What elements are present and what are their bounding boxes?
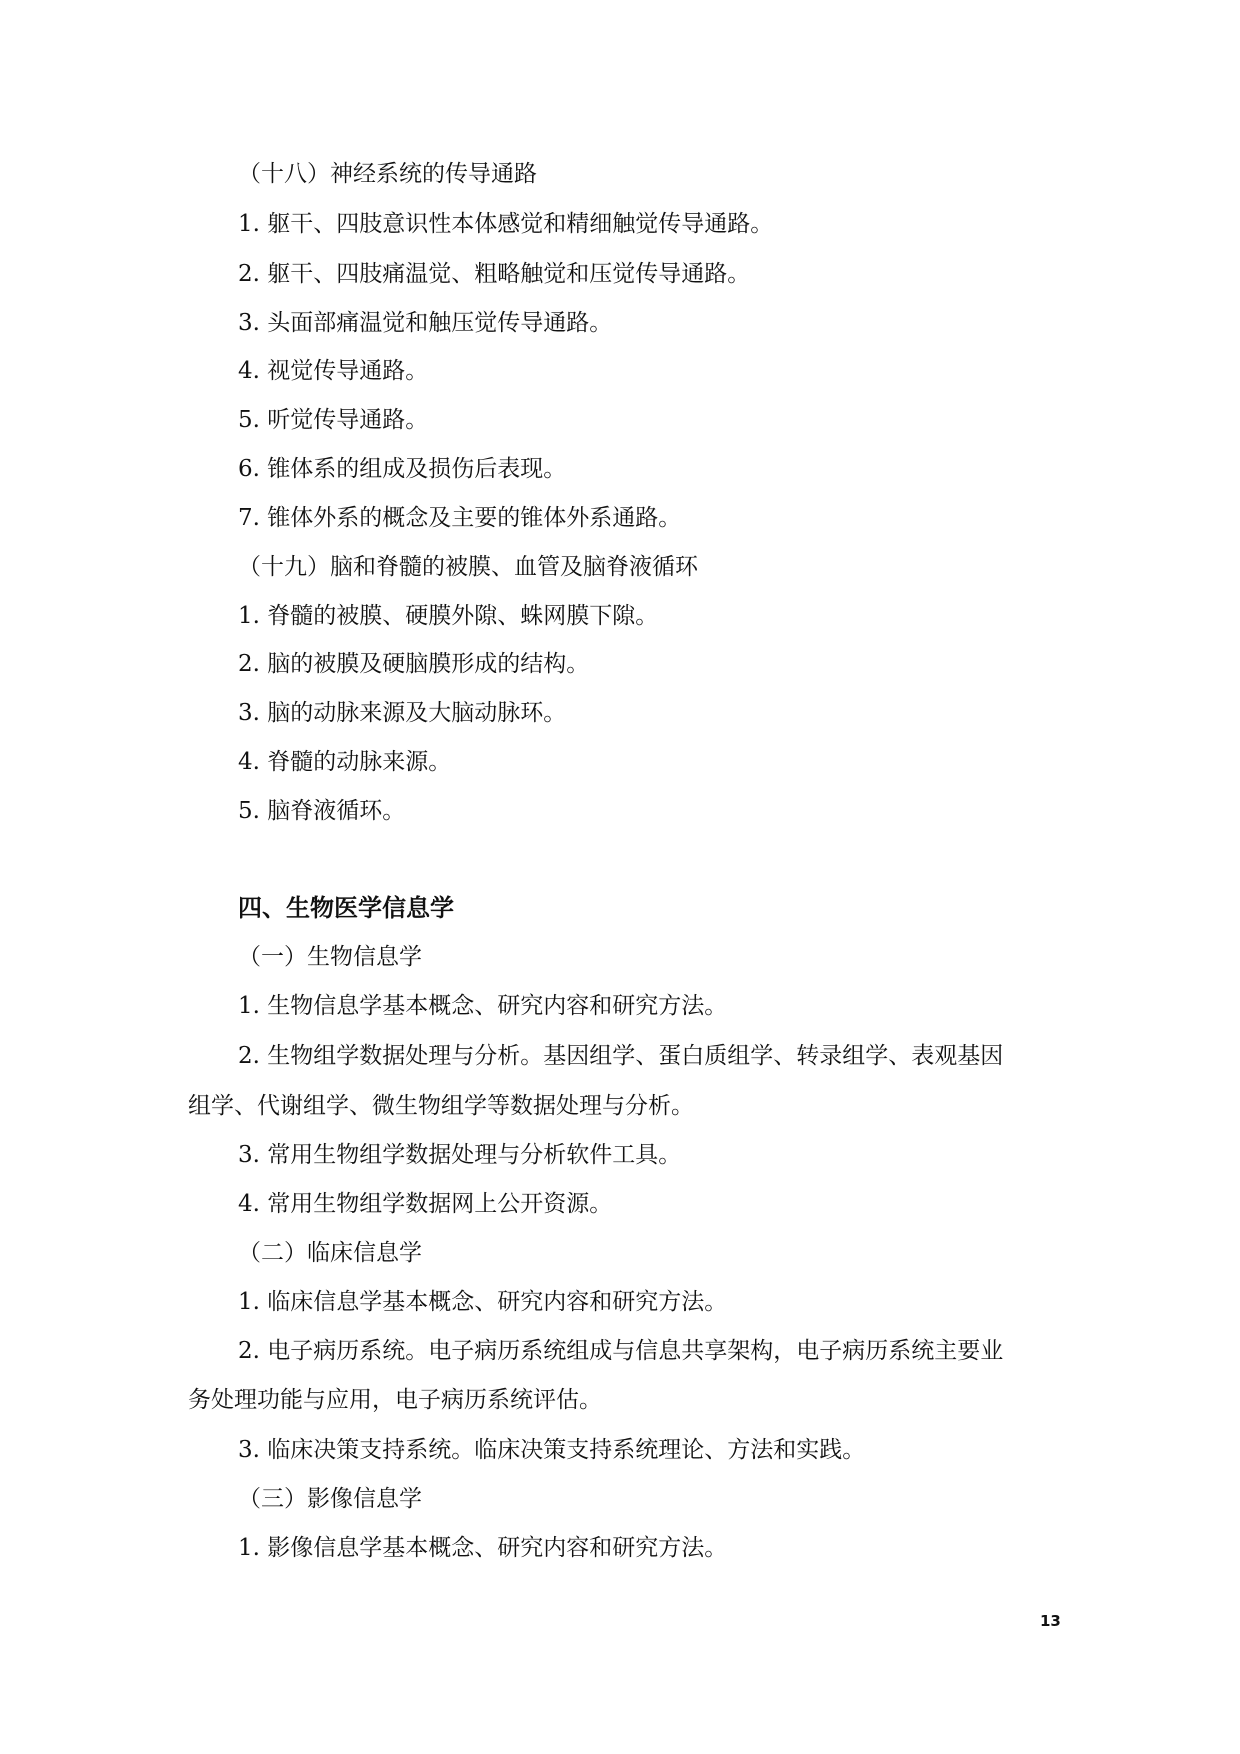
list-item: 3. 头面部痛温觉和触压觉传导通路。	[238, 310, 613, 336]
list-item: 5. 脑脊液循环。	[238, 798, 406, 824]
list-item: 1. 生物信息学基本概念、研究内容和研究方法。	[238, 993, 728, 1019]
list-item: 4. 脊髓的动脉来源。	[238, 749, 452, 775]
list-item: 1. 影像信息学基本概念、研究内容和研究方法。	[238, 1535, 728, 1561]
list-item: 5. 听觉传导通路。	[238, 407, 429, 433]
section-19-title: （十九）脑和脊髓的被膜、血管及脑脊液循环	[238, 554, 698, 580]
list-item: 3. 常用生物组学数据处理与分析软件工具。	[238, 1142, 682, 1168]
list-item: 3. 临床决策支持系统。临床决策支持系统理论、方法和实践。	[238, 1437, 866, 1463]
list-item: 1. 躯干、四肢意识性本体感觉和精细触觉传导通路。	[238, 211, 774, 237]
section-18-title: （十八）神经系统的传导通路	[238, 161, 537, 187]
list-item: 3. 脑的动脉来源及大脑动脉环。	[238, 700, 567, 726]
page-number: 13	[1040, 1612, 1061, 1630]
list-item: 2. 躯干、四肢痛温觉、粗略触觉和压觉传导通路。	[238, 261, 751, 287]
list-item: 4. 视觉传导通路。	[238, 358, 429, 384]
list-item: 7. 锥体外系的概念及主要的锥体外系通路。	[238, 505, 682, 531]
list-item: 6. 锥体系的组成及损伤后表现。	[238, 456, 567, 482]
chapter-heading: 四、生物医学信息学	[238, 894, 454, 922]
subsection-title: （二）临床信息学	[238, 1240, 422, 1266]
list-item: 1. 临床信息学基本概念、研究内容和研究方法。	[238, 1289, 728, 1315]
list-item: 2. 电子病历系统。电子病历系统组成与信息共享架构，电子病历系统主要业	[238, 1338, 1004, 1364]
list-item-continuation: 组学、代谢组学、微生物组学等数据处理与分析。	[188, 1093, 694, 1119]
list-item: 2. 脑的被膜及硬脑膜形成的结构。	[238, 651, 590, 677]
list-item-continuation: 务处理功能与应用，电子病历系统评估。	[188, 1387, 602, 1413]
subsection-title: （三）影像信息学	[238, 1486, 422, 1512]
list-item: 1. 脊髓的被膜、硬膜外隙、蛛网膜下隙。	[238, 603, 659, 629]
list-item: 4. 常用生物组学数据网上公开资源。	[238, 1191, 613, 1217]
subsection-title: （一）生物信息学	[238, 944, 422, 970]
list-item: 2. 生物组学数据处理与分析。基因组学、蛋白质组学、转录组学、表观基因	[238, 1043, 1004, 1069]
